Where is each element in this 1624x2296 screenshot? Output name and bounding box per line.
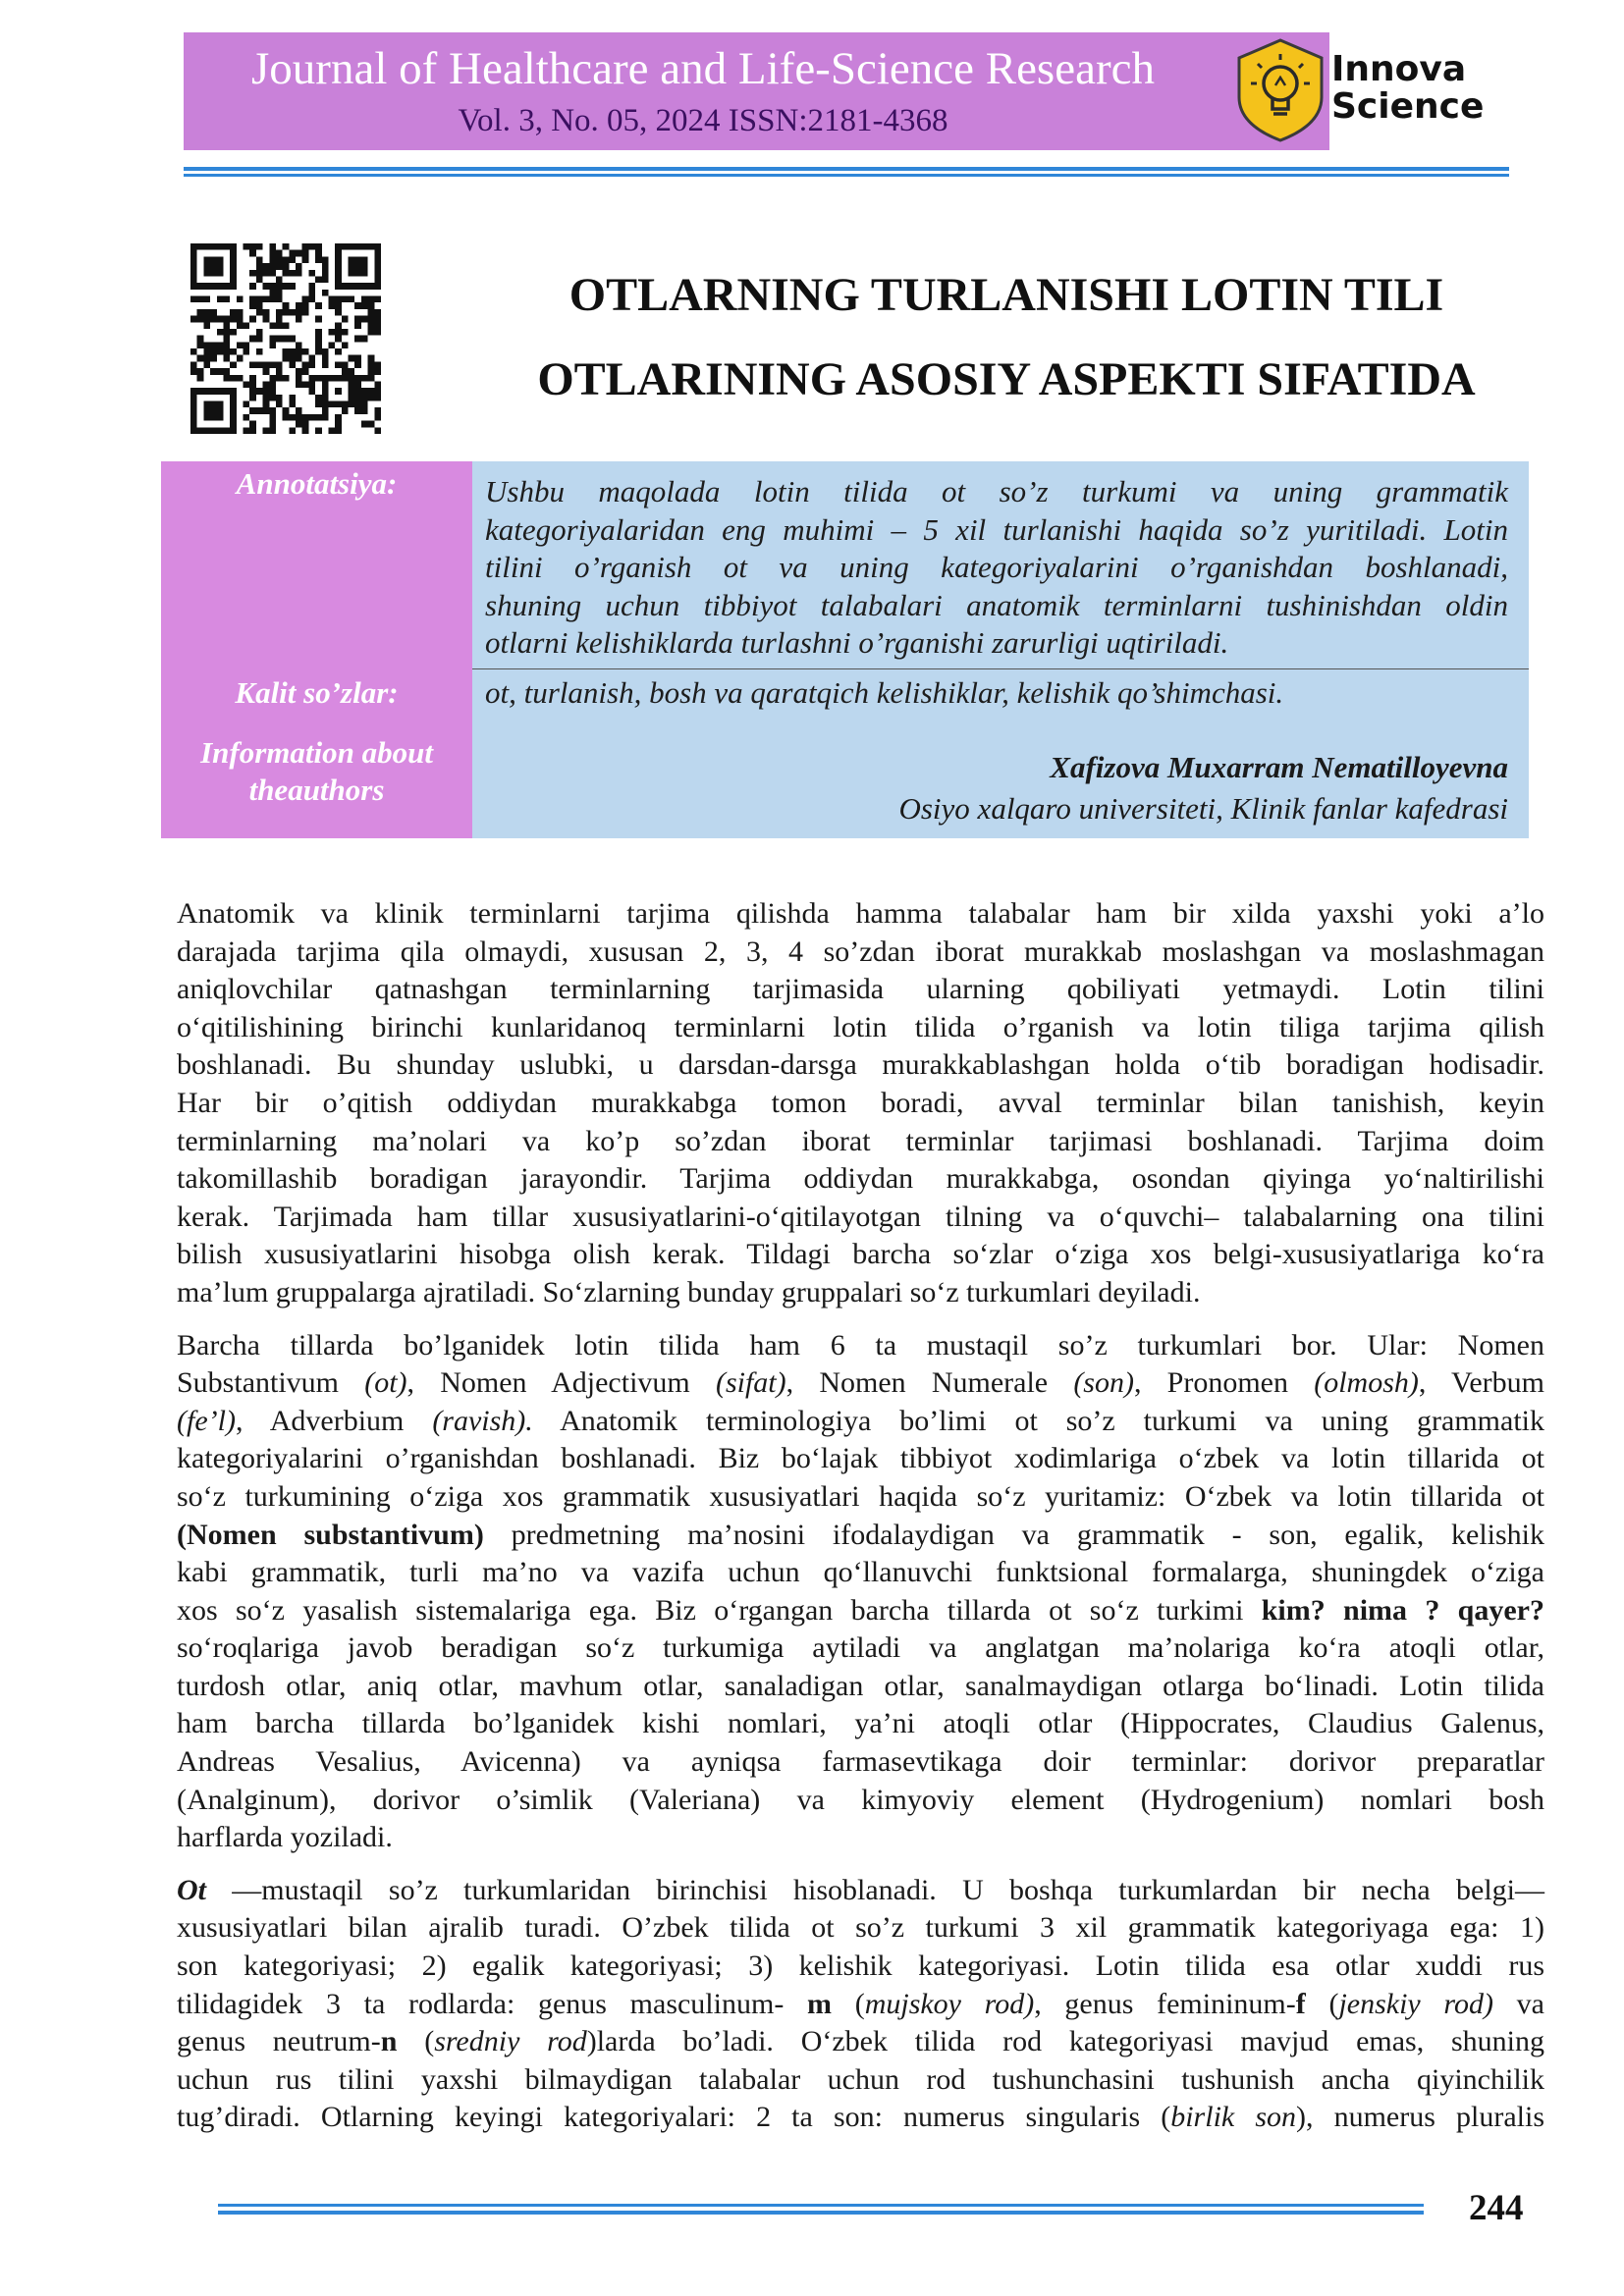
publisher-brand xyxy=(1331,51,1484,126)
body-line: kabi grammatik, turli ma’no va vazifa uchun qo‘llanuvchi funktsional formalarga, shuningdek o‘ziga xyxy=(177,1556,1544,1589)
body-line: Anatomik va klinik terminlarni tarjima qilishda hamma talabalar ham bir xilda yaxshi yoki a’lo xyxy=(177,897,1544,930)
lightbulb-logo-icon xyxy=(1231,36,1329,142)
body-line: genus neutrum-n (sredniy rod)larda bo’ladi. O‘zbek tilida rod kategoriyasi mavjud emas, shuning xyxy=(177,2025,1544,2058)
footer-rule xyxy=(218,2204,1424,2207)
body-line: ma’lum gruppalarga ajratiladi. So‘zlarning bunday gruppalari so‘z turkumlari deyiladi. xyxy=(177,1275,1201,1308)
journal-banner xyxy=(184,32,1329,150)
body-line: boshlanadi. Bu shunday uslubki, u darsdan-darsga murakkablashgan holda o‘tib boradigan hodisadir. xyxy=(177,1048,1544,1082)
body-line: darajada tarjima qila olmaydi, xususan 2, 3, 4 so’zdan iborat murakkab moslashgan va moslashmagan xyxy=(177,934,1544,968)
body-line: (fe’l), Adverbium (ravish). Anatomik terminologiya bo’limi ot so’z turkumi va uning grammatik xyxy=(177,1404,1544,1437)
info-divider xyxy=(472,668,1529,669)
abstract-line: Ushbu maqolada lotin tilida ot so’z turkumi va uning grammatik xyxy=(485,474,1508,508)
abstract-line: tilini o’rganish ot va uning kategoriyalarini o’rganishdan boshlanadi, xyxy=(485,550,1508,584)
authors-label-line-2: theauthors xyxy=(248,773,385,807)
body-line: son kategoriyasi; 2) egalik kategoriyasi; 3) kelishik kategoriyasi. Lotin tilida esa otlar xuddi rus xyxy=(177,1949,1544,1983)
author-affiliation: Osiyo xalqaro universiteti, Klinik fanlar kafedrasi xyxy=(898,791,1508,826)
body-line: uchun rus tilini yaxshi bilmaydigan talabalar uchun rod tushunchasini tushunish ancha qiyinchilik xyxy=(177,2062,1544,2096)
title-line-2: OTLARINING ASOSIY ASPEKTI SIFATIDA xyxy=(537,353,1476,405)
page-number: 244 xyxy=(1469,2188,1524,2228)
body-line: harflarda yoziladi. xyxy=(177,1821,393,1854)
brand-line-2: Science xyxy=(1331,86,1485,127)
annotation-label: Annotatsiya: xyxy=(236,466,398,501)
body-line: Barcha tillarda bo’lganidek lotin tilida ham 6 ta mustaqil so’z turkumlari bor. Ular: Nomen xyxy=(177,1328,1544,1362)
body-line: o‘qitilishining birinchi kunlaridanoq terminlarni lotin tilida o’rganish va lotin tiliga tarjima qilish xyxy=(177,1010,1544,1043)
abstract-line: shuning uchun tibbiyot talabalari anatomik terminlarni tushinishdan oldin xyxy=(485,587,1508,622)
body-line: tug’diradi. Otlarning keyingi kategoriyalari: 2 ta son: numerus singularis (birlik son), numerus pluralis xyxy=(177,2101,1544,2134)
keywords-label: Kalit so’zlar: xyxy=(235,675,399,710)
body-line: Har bir o’qitish oddiydan murakkabga tomon boradi, avval terminlar bilan tanishish, keyin xyxy=(177,1086,1544,1119)
body-line: (Analginum), dorivor o’simlik (Valeriana) va kimyoviy element (Hydrogenium) nomlari bosh xyxy=(177,1783,1544,1816)
header-rule-2 xyxy=(184,174,1509,177)
keywords-text: ot, turlanish, bosh va qaratqich kelishiklar, kelishik qo’shimchasi. xyxy=(485,675,1284,710)
qr-code-icon xyxy=(190,242,381,435)
body-line: (Nomen substantivum) predmetning ma’nosini ifodalaydigan va grammatik - son, egalik, kelishik xyxy=(177,1518,1545,1551)
body-line: xususiyatlari bilan ajralib turadi. O’zbek tilida ot so’z turkumi 3 xil grammatik kategoriyaga ega: 1) xyxy=(177,1911,1544,1945)
abstract-text xyxy=(485,473,1508,663)
abstract-line: otlarni kelishiklarda turlashni o’rganishi zarurligi uqtiriladi. xyxy=(485,625,1229,660)
body-line: tilidagidek 3 ta rodlarda: genus masculinum- m (mujskoy rod), genus femininum-f (jenskiy rod) va xyxy=(177,1987,1544,2020)
body-line: Ot —mustaqil so’z turkumlaridan birinchisi hisoblanadi. U boshqa turkumlardan bir necha belgi— xyxy=(177,1873,1544,1906)
body-line: ham barcha tillarda bo’lganidek kishi nomlari, ya’ni atoqli otlar (Hippocrates, Claudius Galenus, xyxy=(177,1707,1544,1740)
body-line: aniqlovchilar qatnashgan terminlarning tarjimasida ularning qobiliyati yetmaydi. Lotin tilini xyxy=(177,973,1544,1006)
body-line: xos so‘z yasalish sistemalariga ega. Biz o‘rgangan barcha tillarda ot so‘z turkimi kim? nima ? qayer? xyxy=(177,1593,1544,1627)
journal-issue: Vol. 3, No. 05, 2024 ISSN:2181-4368 xyxy=(458,103,948,138)
body-line: terminlarning ma’nolari va ko’p so’zdan iborat terminlar tarjimasi boshlanadi. Tarjima doim xyxy=(177,1124,1544,1157)
title-line-1: OTLARNING TURLANISHI LOTIN TILI xyxy=(568,269,1444,321)
paragraph-1 xyxy=(177,895,1544,1312)
article-info-table xyxy=(161,461,1529,838)
body-line: bilish xususiyatlarini hisobga olish kerak. Tildagi barcha so‘zlar o‘ziga xos belgi-xususiyatlariga ko‘ra xyxy=(177,1238,1544,1271)
author-name: Xafizova Muxarram Nematilloyevna xyxy=(1050,750,1508,784)
body-line: turdosh otlar, aniq otlar, mavhum otlar, sanaladigan otlar, sanalmaydigan otlarga bo‘linadi. Lotin tilida xyxy=(177,1669,1544,1702)
body-line: kerak. Tarjimada ham tillar xususiyatlarini-o‘qitilayotgan tilning va o‘quvchi– talabalarning ona tilini xyxy=(177,1200,1544,1233)
footer-rule-2 xyxy=(218,2211,1424,2215)
body-line: so‘z turkumining o‘ziga xos grammatik xususiyatlari haqida so‘z yuritamiz: O‘zbek va lotin tillarida ot xyxy=(177,1479,1544,1513)
body-line: kategoriyalarini o’rganishdan boshlanadi. Biz bo‘lajak tibbiyot xodimlariga o‘zbek va lotin tillarida ot xyxy=(177,1442,1544,1475)
journal-title: Journal of Healthcare and Life-Science Research xyxy=(251,43,1155,94)
abstract-line: kategoriyalaridan eng muhimi – 5 xil turlanishi haqida so’z yuritiladi. Lotin xyxy=(485,511,1508,547)
paragraph-2 xyxy=(177,1327,1544,1857)
article-title xyxy=(461,253,1551,422)
brand-line-1: Innova xyxy=(1331,49,1467,89)
body-line: so‘roqlariga javob beradigan so‘z turkumiga aytiladi va anglatgan ma’nolariga ko‘ra atoqli otlar, xyxy=(177,1631,1544,1665)
header-rule xyxy=(184,167,1509,171)
article-body xyxy=(177,895,1544,2137)
body-line: takomillashib boradigan jarayondir. Tarjima oddiydan murakkabga, osondan qiyinga yo‘naltirilishi xyxy=(177,1162,1544,1196)
authors-label-line-1: Information about xyxy=(200,735,433,770)
body-line: Substantivum (ot), Nomen Adjectivum (sifat), Nomen Numerale (son), Pronomen (olmosh), Verbum xyxy=(177,1366,1544,1400)
body-line: Andreas Vesalius, Avicenna) va ayniqsa farmasevtikaga doir terminlar: dorivor preparatlar xyxy=(177,1745,1544,1779)
paragraph-3 xyxy=(177,1872,1544,2137)
